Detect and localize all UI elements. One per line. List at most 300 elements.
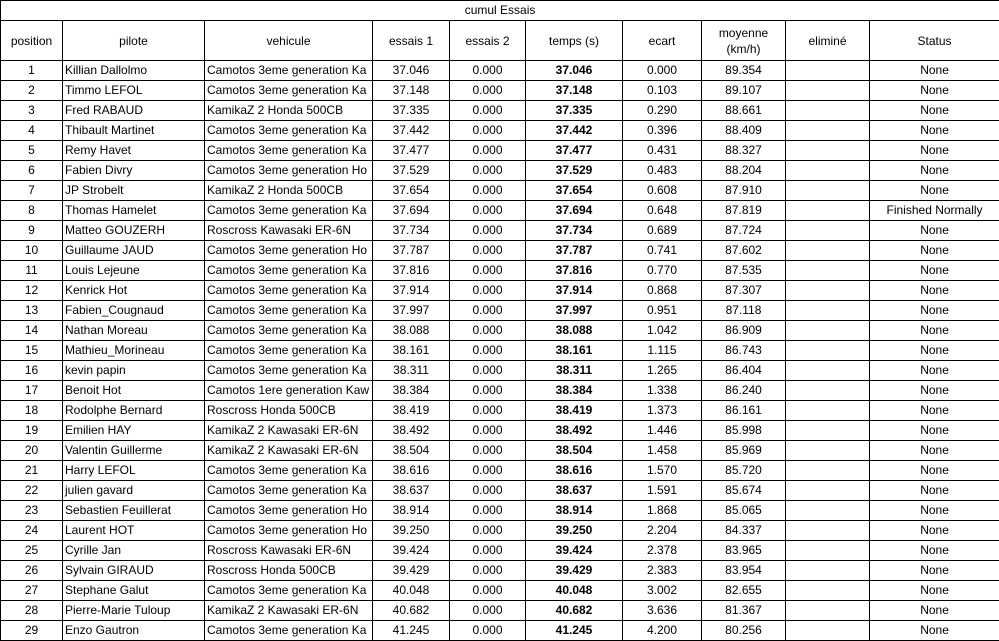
cell-position: 6 — [1, 161, 63, 181]
cell-vehicule: Camotos 3eme generation Ka — [205, 261, 373, 281]
cell-vehicule: Camotos 3eme generation Ho — [205, 241, 373, 261]
cell-status: None — [870, 341, 999, 361]
cell-essais1: 37.787 — [373, 241, 450, 261]
cell-essais1: 38.384 — [373, 381, 450, 401]
cell-moyenne: 88.409 — [702, 121, 786, 141]
cell-ecart: 0.648 — [623, 201, 702, 221]
table-body — [1, 61, 999, 641]
cell-position: 20 — [1, 441, 63, 461]
cell-vehicule: Roscross Honda 500CB — [205, 561, 373, 581]
cell-elimine — [786, 241, 870, 261]
cell-essais2: 0.000 — [450, 621, 526, 641]
cell-status: None — [870, 581, 999, 601]
cell-temps: 38.616 — [526, 461, 623, 481]
cell-pilote: Rodolphe Bernard — [63, 401, 205, 421]
cell-essais1: 41.245 — [373, 621, 450, 641]
cell-position: 3 — [1, 101, 63, 121]
cell-pilote: Benoit Hot — [63, 381, 205, 401]
table-row — [1, 581, 999, 601]
cell-status: None — [870, 101, 999, 121]
cell-status: None — [870, 221, 999, 241]
cell-essais1: 40.682 — [373, 601, 450, 621]
cell-ecart: 4.200 — [623, 621, 702, 641]
cell-elimine — [786, 421, 870, 441]
cell-essais1: 37.335 — [373, 101, 450, 121]
cell-elimine — [786, 401, 870, 421]
cell-position: 24 — [1, 521, 63, 541]
cell-vehicule: Camotos 3eme generation Ka — [205, 461, 373, 481]
cell-temps: 38.088 — [526, 321, 623, 341]
cell-vehicule: Camotos 3eme generation Ka — [205, 321, 373, 341]
cell-moyenne: 87.118 — [702, 301, 786, 321]
header-essais1: essais 1 — [373, 21, 450, 61]
cell-essais2: 0.000 — [450, 301, 526, 321]
cell-moyenne: 86.909 — [702, 321, 786, 341]
cell-position: 19 — [1, 421, 63, 441]
cell-essais2: 0.000 — [450, 261, 526, 281]
cell-ecart: 2.383 — [623, 561, 702, 581]
cell-ecart: 1.446 — [623, 421, 702, 441]
cell-pilote: JP Strobelt — [63, 181, 205, 201]
cell-position: 5 — [1, 141, 63, 161]
cell-moyenne: 89.107 — [702, 81, 786, 101]
cell-vehicule: Camotos 3eme generation Ka — [205, 281, 373, 301]
cell-position: 2 — [1, 81, 63, 101]
cell-status: None — [870, 281, 999, 301]
cell-ecart: 0.396 — [623, 121, 702, 141]
cell-temps: 37.046 — [526, 61, 623, 81]
cell-elimine — [786, 281, 870, 301]
cell-essais1: 37.442 — [373, 121, 450, 141]
cell-ecart: 0.608 — [623, 181, 702, 201]
cell-position: 10 — [1, 241, 63, 261]
cell-essais1: 38.637 — [373, 481, 450, 501]
cell-vehicule: Camotos 3eme generation Ka — [205, 481, 373, 501]
cell-essais2: 0.000 — [450, 221, 526, 241]
header-elimine: eliminé — [786, 21, 870, 61]
cell-essais2: 0.000 — [450, 601, 526, 621]
cell-ecart: 1.570 — [623, 461, 702, 481]
table-row — [1, 221, 999, 241]
cell-moyenne: 83.965 — [702, 541, 786, 561]
cell-vehicule: Camotos 3eme generation Ka — [205, 581, 373, 601]
cell-position: 28 — [1, 601, 63, 621]
cell-position: 12 — [1, 281, 63, 301]
cell-pilote: Thibault Martinet — [63, 121, 205, 141]
cell-moyenne: 87.819 — [702, 201, 786, 221]
cell-ecart: 0.689 — [623, 221, 702, 241]
cell-pilote: Matteo GOUZERH — [63, 221, 205, 241]
cell-ecart: 2.378 — [623, 541, 702, 561]
cell-essais1: 38.914 — [373, 501, 450, 521]
cell-essais1: 37.529 — [373, 161, 450, 181]
cell-elimine — [786, 101, 870, 121]
table-row — [1, 381, 999, 401]
cell-status: None — [870, 261, 999, 281]
header-essais2: essais 2 — [450, 21, 526, 61]
cell-essais1: 38.419 — [373, 401, 450, 421]
cell-essais2: 0.000 — [450, 541, 526, 561]
cell-elimine — [786, 181, 870, 201]
cell-pilote: Sylvain GIRAUD — [63, 561, 205, 581]
cell-elimine — [786, 561, 870, 581]
cell-pilote: Valentin Guillerme — [63, 441, 205, 461]
header-temps: temps (s) — [526, 21, 623, 61]
cell-moyenne: 86.743 — [702, 341, 786, 361]
cell-elimine — [786, 341, 870, 361]
cell-status: Finished Normally — [870, 201, 999, 221]
cell-status: None — [870, 161, 999, 181]
cell-essais2: 0.000 — [450, 521, 526, 541]
cell-essais1: 37.816 — [373, 261, 450, 281]
cell-pilote: Guillaume JAUD — [63, 241, 205, 261]
cell-elimine — [786, 601, 870, 621]
cell-elimine — [786, 621, 870, 641]
cell-elimine — [786, 261, 870, 281]
cell-position: 11 — [1, 261, 63, 281]
cell-essais1: 38.088 — [373, 321, 450, 341]
cell-moyenne: 89.354 — [702, 61, 786, 81]
cell-essais2: 0.000 — [450, 501, 526, 521]
cell-pilote: Fabien Divry — [63, 161, 205, 181]
cell-elimine — [786, 61, 870, 81]
cell-moyenne: 82.655 — [702, 581, 786, 601]
table-row — [1, 141, 999, 161]
cell-temps: 40.048 — [526, 581, 623, 601]
cell-vehicule: Camotos 3eme generation Ka — [205, 61, 373, 81]
cell-essais1: 38.504 — [373, 441, 450, 461]
table-row — [1, 541, 999, 561]
cell-moyenne: 81.367 — [702, 601, 786, 621]
cell-elimine — [786, 461, 870, 481]
cell-position: 17 — [1, 381, 63, 401]
cell-ecart: 0.741 — [623, 241, 702, 261]
cell-position: 29 — [1, 621, 63, 641]
cell-vehicule: Camotos 3eme generation Ka — [205, 621, 373, 641]
cell-status: None — [870, 401, 999, 421]
cell-pilote: Laurent HOT — [63, 521, 205, 541]
table-row — [1, 101, 999, 121]
cell-vehicule: Camotos 3eme generation Ho — [205, 161, 373, 181]
cell-ecart: 1.373 — [623, 401, 702, 421]
cell-pilote: Emilien HAY — [63, 421, 205, 441]
table-row — [1, 561, 999, 581]
cell-essais2: 0.000 — [450, 121, 526, 141]
cell-status: None — [870, 141, 999, 161]
cell-position: 9 — [1, 221, 63, 241]
cell-pilote: Cyrille Jan — [63, 541, 205, 561]
cell-elimine — [786, 141, 870, 161]
cell-essais1: 39.429 — [373, 561, 450, 581]
cell-position: 23 — [1, 501, 63, 521]
cell-essais1: 37.734 — [373, 221, 450, 241]
cell-status: None — [870, 301, 999, 321]
cell-temps: 39.429 — [526, 561, 623, 581]
cell-pilote: kevin papin — [63, 361, 205, 381]
cell-moyenne: 87.724 — [702, 221, 786, 241]
cell-elimine — [786, 581, 870, 601]
cell-vehicule: Camotos 3eme generation Ka — [205, 341, 373, 361]
table-row — [1, 301, 999, 321]
cell-ecart: 1.042 — [623, 321, 702, 341]
table-row — [1, 481, 999, 501]
cell-essais1: 38.161 — [373, 341, 450, 361]
cell-pilote: Mathieu_Morineau — [63, 341, 205, 361]
cell-essais2: 0.000 — [450, 401, 526, 421]
cell-pilote: Enzo Gautron — [63, 621, 205, 641]
cell-moyenne: 86.404 — [702, 361, 786, 381]
cell-elimine — [786, 121, 870, 141]
cell-position: 25 — [1, 541, 63, 561]
cell-pilote: Thomas Hamelet — [63, 201, 205, 221]
cell-status: None — [870, 601, 999, 621]
cell-pilote: Fabien_Cougnaud — [63, 301, 205, 321]
cell-status: None — [870, 521, 999, 541]
cell-vehicule: Camotos 3eme generation Ka — [205, 201, 373, 221]
cell-position: 15 — [1, 341, 63, 361]
cell-status: None — [870, 121, 999, 141]
cell-pilote: Remy Havet — [63, 141, 205, 161]
cell-position: 13 — [1, 301, 63, 321]
cell-vehicule: Camotos 3eme generation Ka — [205, 121, 373, 141]
table-row — [1, 181, 999, 201]
cell-elimine — [786, 521, 870, 541]
cell-vehicule: Camotos 3eme generation Ka — [205, 361, 373, 381]
cell-essais1: 37.477 — [373, 141, 450, 161]
cell-temps: 37.787 — [526, 241, 623, 261]
header-moyenne — [702, 21, 786, 61]
cell-elimine — [786, 201, 870, 221]
cell-temps: 39.424 — [526, 541, 623, 561]
cell-vehicule: KamikaZ 2 Honda 500CB — [205, 101, 373, 121]
cell-temps: 37.148 — [526, 81, 623, 101]
cell-status: None — [870, 481, 999, 501]
cell-status: None — [870, 461, 999, 481]
cell-essais2: 0.000 — [450, 381, 526, 401]
cell-status: None — [870, 621, 999, 641]
cell-status: None — [870, 381, 999, 401]
cell-essais2: 0.000 — [450, 201, 526, 221]
cell-vehicule: Camotos 3eme generation Ho — [205, 501, 373, 521]
header-moyenne-line1: moyenne — [718, 25, 769, 40]
cell-elimine — [786, 361, 870, 381]
cell-elimine — [786, 381, 870, 401]
cell-vehicule: KamikaZ 2 Kawasaki ER-6N — [205, 441, 373, 461]
cell-essais2: 0.000 — [450, 101, 526, 121]
cell-moyenne: 84.337 — [702, 521, 786, 541]
cell-pilote: Harry LEFOL — [63, 461, 205, 481]
cell-essais1: 37.148 — [373, 81, 450, 101]
header-moyenne-line2: (km/h) — [726, 41, 761, 56]
cell-temps: 37.997 — [526, 301, 623, 321]
cell-temps: 37.529 — [526, 161, 623, 181]
table-row — [1, 621, 999, 641]
cell-position: 22 — [1, 481, 63, 501]
cell-ecart: 1.458 — [623, 441, 702, 461]
cell-ecart: 0.483 — [623, 161, 702, 181]
cell-status: None — [870, 61, 999, 81]
cell-essais2: 0.000 — [450, 81, 526, 101]
table-row — [1, 321, 999, 341]
cell-temps: 37.477 — [526, 141, 623, 161]
cell-essais1: 37.997 — [373, 301, 450, 321]
cell-moyenne: 85.065 — [702, 501, 786, 521]
cell-essais1: 37.654 — [373, 181, 450, 201]
table-row — [1, 521, 999, 541]
cell-status: None — [870, 81, 999, 101]
cell-elimine — [786, 481, 870, 501]
cell-vehicule: Roscross Honda 500CB — [205, 401, 373, 421]
cell-essais1: 39.424 — [373, 541, 450, 561]
cell-pilote: Sebastien Feuillerat — [63, 501, 205, 521]
cell-essais2: 0.000 — [450, 421, 526, 441]
table-row — [1, 161, 999, 181]
cell-vehicule: Camotos 3eme generation Ho — [205, 521, 373, 541]
cell-pilote: Stephane Galut — [63, 581, 205, 601]
cell-position: 27 — [1, 581, 63, 601]
cell-temps: 41.245 — [526, 621, 623, 641]
cell-elimine — [786, 221, 870, 241]
cell-temps: 38.914 — [526, 501, 623, 521]
table-row — [1, 441, 999, 461]
cell-vehicule: Camotos 1ere generation Kaw — [205, 381, 373, 401]
cell-essais1: 37.694 — [373, 201, 450, 221]
cell-status: None — [870, 421, 999, 441]
table-row — [1, 341, 999, 361]
cell-moyenne: 85.674 — [702, 481, 786, 501]
header-ecart: ecart — [623, 21, 702, 61]
cell-essais1: 37.046 — [373, 61, 450, 81]
cell-essais2: 0.000 — [450, 581, 526, 601]
cell-elimine — [786, 441, 870, 461]
cell-ecart: 0.770 — [623, 261, 702, 281]
header-position: position — [1, 21, 63, 61]
cell-vehicule: Roscross Kawasaki ER-6N — [205, 221, 373, 241]
cell-pilote: Nathan Moreau — [63, 321, 205, 341]
cell-temps: 37.335 — [526, 101, 623, 121]
cell-status: None — [870, 541, 999, 561]
cell-status: None — [870, 361, 999, 381]
cell-position: 18 — [1, 401, 63, 421]
cell-elimine — [786, 541, 870, 561]
cell-ecart: 1.338 — [623, 381, 702, 401]
cell-essais2: 0.000 — [450, 141, 526, 161]
cell-temps: 37.694 — [526, 201, 623, 221]
table-row — [1, 81, 999, 101]
cell-essais1: 38.492 — [373, 421, 450, 441]
table-row — [1, 601, 999, 621]
cell-essais1: 39.250 — [373, 521, 450, 541]
cell-moyenne: 87.602 — [702, 241, 786, 261]
header-pilote: pilote — [63, 21, 205, 61]
cell-temps: 38.311 — [526, 361, 623, 381]
cell-position: 7 — [1, 181, 63, 201]
cell-essais2: 0.000 — [450, 161, 526, 181]
cell-temps: 38.384 — [526, 381, 623, 401]
cell-moyenne: 85.998 — [702, 421, 786, 441]
table-row — [1, 401, 999, 421]
table-row — [1, 501, 999, 521]
cell-ecart: 0.951 — [623, 301, 702, 321]
cell-essais2: 0.000 — [450, 441, 526, 461]
cell-moyenne: 87.535 — [702, 261, 786, 281]
table-row — [1, 361, 999, 381]
cell-essais2: 0.000 — [450, 181, 526, 201]
table-row — [1, 461, 999, 481]
cell-essais2: 0.000 — [450, 481, 526, 501]
cell-moyenne: 86.161 — [702, 401, 786, 421]
cell-pilote: Kenrick Hot — [63, 281, 205, 301]
table-title: cumul Essais — [1, 1, 999, 21]
cell-moyenne: 80.256 — [702, 621, 786, 641]
cell-essais2: 0.000 — [450, 241, 526, 261]
cell-pilote: julien gavard — [63, 481, 205, 501]
cell-position: 4 — [1, 121, 63, 141]
cell-elimine — [786, 321, 870, 341]
cell-essais1: 40.048 — [373, 581, 450, 601]
cell-ecart: 1.591 — [623, 481, 702, 501]
cell-temps: 37.734 — [526, 221, 623, 241]
cell-status: None — [870, 181, 999, 201]
cell-ecart: 0.000 — [623, 61, 702, 81]
table-row — [1, 121, 999, 141]
cell-vehicule: KamikaZ 2 Kawasaki ER-6N — [205, 601, 373, 621]
cell-ecart: 0.290 — [623, 101, 702, 121]
table-row — [1, 61, 999, 81]
table-row — [1, 421, 999, 441]
cell-ecart: 1.265 — [623, 361, 702, 381]
cell-elimine — [786, 81, 870, 101]
cell-pilote: Louis Lejeune — [63, 261, 205, 281]
cell-moyenne: 83.954 — [702, 561, 786, 581]
cell-essais1: 38.311 — [373, 361, 450, 381]
cell-moyenne: 85.720 — [702, 461, 786, 481]
cell-status: None — [870, 241, 999, 261]
cell-moyenne: 88.204 — [702, 161, 786, 181]
cell-pilote: Pierre-Marie Tuloup — [63, 601, 205, 621]
cell-essais1: 38.616 — [373, 461, 450, 481]
cell-position: 21 — [1, 461, 63, 481]
cell-vehicule: Camotos 3eme generation Ka — [205, 81, 373, 101]
cell-moyenne: 86.240 — [702, 381, 786, 401]
cell-essais2: 0.000 — [450, 61, 526, 81]
cell-pilote: Fred RABAUD — [63, 101, 205, 121]
cell-essais2: 0.000 — [450, 461, 526, 481]
cell-moyenne: 85.969 — [702, 441, 786, 461]
cell-temps: 38.419 — [526, 401, 623, 421]
cell-vehicule: Roscross Kawasaki ER-6N — [205, 541, 373, 561]
cell-elimine — [786, 501, 870, 521]
cell-status: None — [870, 441, 999, 461]
cell-temps: 37.442 — [526, 121, 623, 141]
cell-temps: 37.816 — [526, 261, 623, 281]
table-row — [1, 281, 999, 301]
cell-essais2: 0.000 — [450, 321, 526, 341]
cell-status: None — [870, 321, 999, 341]
cell-ecart: 1.868 — [623, 501, 702, 521]
cell-vehicule: Camotos 3eme generation Ka — [205, 141, 373, 161]
cell-essais1: 37.914 — [373, 281, 450, 301]
cell-ecart: 2.204 — [623, 521, 702, 541]
cell-essais2: 0.000 — [450, 561, 526, 581]
header-vehicule: vehicule — [205, 21, 373, 61]
table-row — [1, 261, 999, 281]
cell-moyenne: 88.661 — [702, 101, 786, 121]
table-row — [1, 241, 999, 261]
cell-moyenne: 87.910 — [702, 181, 786, 201]
cell-status: None — [870, 561, 999, 581]
cell-elimine — [786, 161, 870, 181]
